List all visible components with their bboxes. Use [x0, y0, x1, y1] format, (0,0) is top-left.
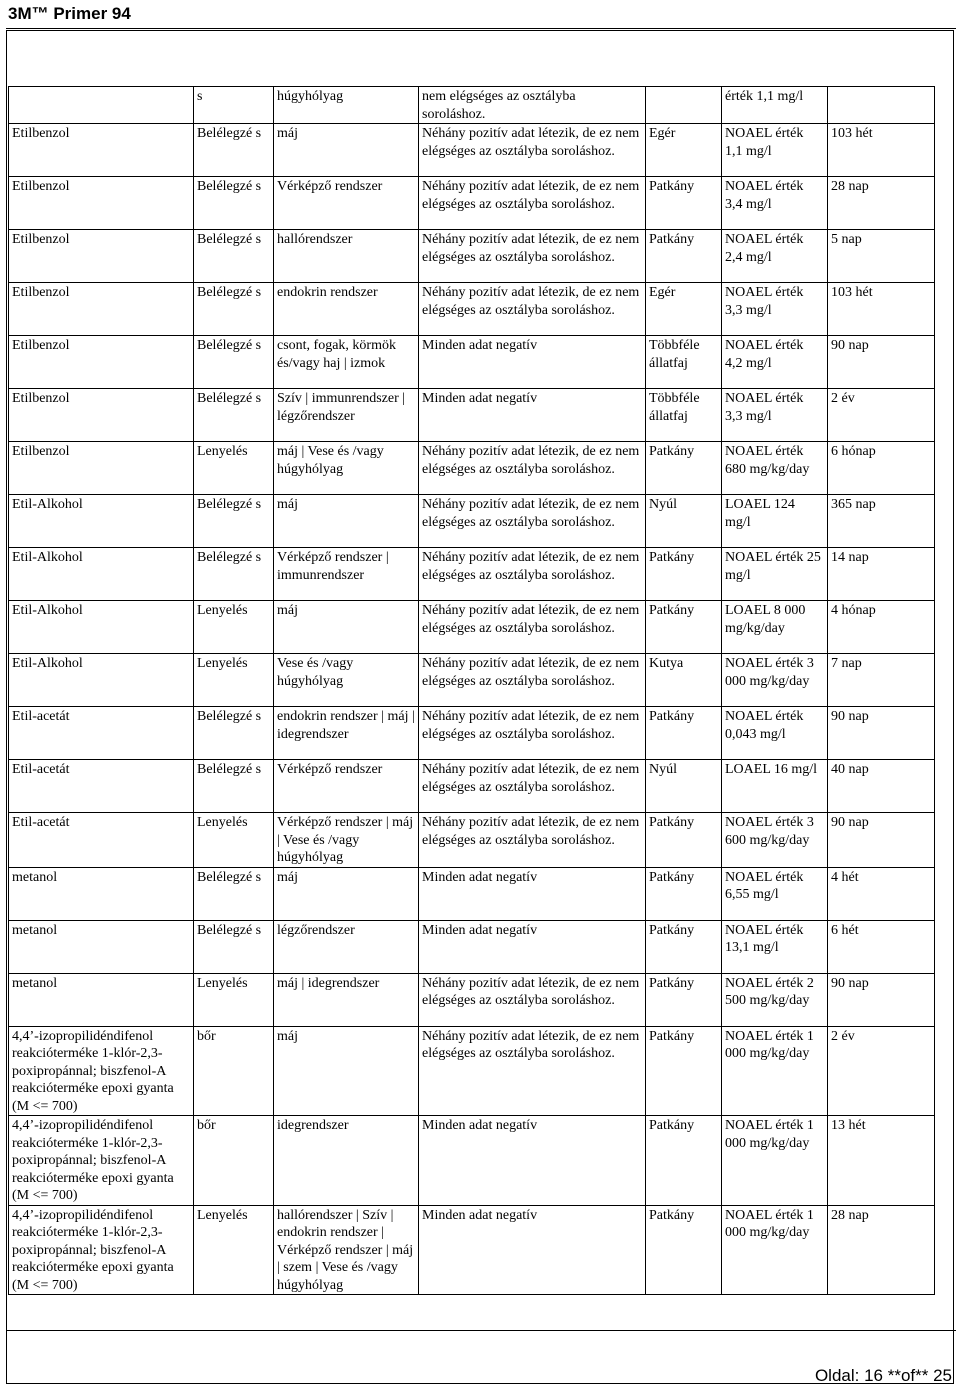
cell-route: bőr [194, 1026, 274, 1116]
cell-duration: 28 nap [828, 1205, 935, 1295]
cell-species: Patkány [646, 1116, 722, 1206]
cell-value: NOAEL érték 13,1 mg/l [722, 920, 828, 973]
cell-value: érték 1,1 mg/l [722, 87, 828, 124]
cell-result: Néhány pozitív adat létezik, de ez nem elégséges az osztályba soroláshoz. [419, 177, 646, 230]
cell-route: Belélegzé s [194, 283, 274, 336]
cell-duration [828, 87, 935, 124]
cell-duration: 14 nap [828, 548, 935, 601]
cell-substance: Etil-acetát [9, 813, 194, 868]
table-row [9, 336, 935, 389]
cell-substance: Etilbenzol [9, 230, 194, 283]
table-row [9, 230, 935, 283]
cell-species: Többféle állatfaj [646, 336, 722, 389]
cell-species: Nyúl [646, 495, 722, 548]
cell-duration: 2 év [828, 1026, 935, 1116]
cell-result: Néhány pozitív adat létezik, de ez nem elégséges az osztályba soroláshoz. [419, 813, 646, 868]
cell-species: Patkány [646, 548, 722, 601]
cell-value: NOAEL érték 1 000 mg/kg/day [722, 1026, 828, 1116]
cell-value: LOAEL 8 000 mg/kg/day [722, 601, 828, 654]
cell-species: Patkány [646, 442, 722, 495]
table-row [9, 654, 935, 707]
cell-substance: Etilbenzol [9, 389, 194, 442]
cell-species: Patkány [646, 230, 722, 283]
cell-organ: légzőrendszer [274, 920, 419, 973]
cell-duration: 90 nap [828, 973, 935, 1026]
cell-value: NOAEL érték 25 mg/l [722, 548, 828, 601]
cell-substance: Etil-Alkohol [9, 654, 194, 707]
cell-duration: 103 hét [828, 124, 935, 177]
cell-duration: 90 nap [828, 813, 935, 868]
cell-route: Belélegzé s [194, 867, 274, 920]
cell-substance: Etilbenzol [9, 283, 194, 336]
cell-result: Minden adat negatív [419, 389, 646, 442]
cell-value: NOAEL érték 4,2 mg/l [722, 336, 828, 389]
table-row [9, 1205, 935, 1295]
cell-route: Lenyelés [194, 1205, 274, 1295]
table-row [9, 87, 935, 124]
cell-organ: csont, fogak, körmök és/vagy haj | izmok [274, 336, 419, 389]
cell-result: Néhány pozitív adat létezik, de ez nem elégséges az osztályba soroláshoz. [419, 124, 646, 177]
cell-value: LOAEL 124 mg/l [722, 495, 828, 548]
cell-duration: 90 nap [828, 336, 935, 389]
cell-species: Patkány [646, 920, 722, 973]
table-row [9, 601, 935, 654]
cell-species: Egér [646, 124, 722, 177]
cell-route: Belélegzé s [194, 389, 274, 442]
cell-substance: metanol [9, 973, 194, 1026]
cell-value: NOAEL érték 3,4 mg/l [722, 177, 828, 230]
cell-substance: Etilbenzol [9, 442, 194, 495]
cell-result: Minden adat negatív [419, 1205, 646, 1295]
cell-substance: Etilbenzol [9, 336, 194, 389]
cell-result: Néhány pozitív adat létezik, de ez nem elégséges az osztályba soroláshoz. [419, 601, 646, 654]
cell-route: Belélegzé s [194, 336, 274, 389]
cell-result: Néhány pozitív adat létezik, de ez nem elégséges az osztályba soroláshoz. [419, 654, 646, 707]
toxicity-table [8, 86, 935, 1295]
cell-substance: Etil-Alkohol [9, 548, 194, 601]
table-row [9, 813, 935, 868]
cell-organ: hallórendszer | Szív | endokrin rendszer | Vérképző rendszer | máj | szem | Vese és /vagy húgyhólyag [274, 1205, 419, 1295]
cell-organ: Vérképző rendszer [274, 760, 419, 813]
table-row [9, 495, 935, 548]
table-row [9, 442, 935, 495]
table-row [9, 1116, 935, 1206]
table-row [9, 283, 935, 336]
cell-result: Néhány pozitív adat létezik, de ez nem elégséges az osztályba soroláshoz. [419, 548, 646, 601]
table-row [9, 548, 935, 601]
table-row [9, 867, 935, 920]
cell-result: Minden adat negatív [419, 1116, 646, 1206]
cell-route: Lenyelés [194, 654, 274, 707]
cell-organ: Szív | immunrendszer | légzőrendszer [274, 389, 419, 442]
cell-substance: Etil-Alkohol [9, 601, 194, 654]
cell-species: Nyúl [646, 760, 722, 813]
cell-duration: 4 hónap [828, 601, 935, 654]
cell-duration: 6 hét [828, 920, 935, 973]
cell-duration: 5 nap [828, 230, 935, 283]
table-row [9, 177, 935, 230]
cell-value: NOAEL érték 3 600 mg/kg/day [722, 813, 828, 868]
cell-route: Belélegzé s [194, 920, 274, 973]
cell-route: Lenyelés [194, 442, 274, 495]
cell-result: nem elégséges az osztályba soroláshoz. [419, 87, 646, 124]
table-row [9, 760, 935, 813]
cell-organ: máj | Vese és /vagy húgyhólyag [274, 442, 419, 495]
cell-duration: 4 hét [828, 867, 935, 920]
cell-species: Patkány [646, 1026, 722, 1116]
cell-species: Patkány [646, 707, 722, 760]
cell-value: NOAEL érték 2,4 mg/l [722, 230, 828, 283]
cell-duration: 2 év [828, 389, 935, 442]
cell-organ: máj | idegrendszer [274, 973, 419, 1026]
table-row [9, 1026, 935, 1116]
cell-route: bőr [194, 1116, 274, 1206]
cell-duration: 13 hét [828, 1116, 935, 1206]
cell-result: Néhány pozitív adat létezik, de ez nem elégséges az osztályba soroláshoz. [419, 495, 646, 548]
cell-result: Minden adat negatív [419, 920, 646, 973]
cell-route: Belélegzé s [194, 177, 274, 230]
cell-species: Többféle állatfaj [646, 389, 722, 442]
cell-duration: 90 nap [828, 707, 935, 760]
cell-organ: endokrin rendszer | máj | idegrendszer [274, 707, 419, 760]
cell-result: Néhány pozitív adat létezik, de ez nem elégséges az osztályba soroláshoz. [419, 442, 646, 495]
cell-value: NOAEL érték 1,1 mg/l [722, 124, 828, 177]
cell-value: NOAEL érték 3,3 mg/l [722, 283, 828, 336]
table-row [9, 707, 935, 760]
cell-value: NOAEL érték 680 mg/kg/day [722, 442, 828, 495]
cell-substance: 4,4’-izopropilidéndifenol reakcióterméke 1-klór-2,3-poxipropánnal; biszfenol-A reakcióterméke epoxi gyanta (M <= 700) [9, 1205, 194, 1295]
cell-organ: Vérképző rendszer [274, 177, 419, 230]
table-row [9, 920, 935, 973]
cell-route: Belélegzé s [194, 230, 274, 283]
cell-route: Belélegzé s [194, 707, 274, 760]
cell-species: Egér [646, 283, 722, 336]
table-row [9, 389, 935, 442]
cell-organ: máj [274, 867, 419, 920]
cell-substance: Etilbenzol [9, 177, 194, 230]
cell-value: NOAEL érték 0,043 mg/l [722, 707, 828, 760]
cell-species: Patkány [646, 813, 722, 868]
cell-value: NOAEL érték 1 000 mg/kg/day [722, 1205, 828, 1295]
cell-result: Minden adat negatív [419, 336, 646, 389]
cell-result: Minden adat negatív [419, 867, 646, 920]
cell-result: Néhány pozitív adat létezik, de ez nem elégséges az osztályba soroláshoz. [419, 230, 646, 283]
footer-divider [6, 1330, 956, 1331]
cell-route: Belélegzé s [194, 548, 274, 601]
cell-substance: Etilbenzol [9, 124, 194, 177]
cell-organ: hallórendszer [274, 230, 419, 283]
cell-species: Kutya [646, 654, 722, 707]
cell-species: Patkány [646, 177, 722, 230]
cell-result: Néhány pozitív adat létezik, de ez nem elégséges az osztályba soroláshoz. [419, 1026, 646, 1116]
cell-substance: 4,4’-izopropilidéndifenol reakcióterméke 1-klór-2,3-poxipropánnal; biszfenol-A reakcióterméke epoxi gyanta (M <= 700) [9, 1026, 194, 1116]
cell-route: Lenyelés [194, 601, 274, 654]
cell-substance: metanol [9, 867, 194, 920]
cell-duration: 28 nap [828, 177, 935, 230]
cell-substance [9, 87, 194, 124]
cell-result: Néhány pozitív adat létezik, de ez nem elégséges az osztályba soroláshoz. [419, 973, 646, 1026]
cell-organ: Vérképző rendszer | immunrendszer [274, 548, 419, 601]
cell-organ: húgyhólyag [274, 87, 419, 124]
cell-value: NOAEL érték 3 000 mg/kg/day [722, 654, 828, 707]
cell-organ: endokrin rendszer [274, 283, 419, 336]
cell-route: Lenyelés [194, 813, 274, 868]
cell-substance: Etil-Alkohol [9, 495, 194, 548]
cell-species: Patkány [646, 867, 722, 920]
header-divider [6, 28, 956, 29]
cell-route: s [194, 87, 274, 124]
cell-value: NOAEL érték 6,55 mg/l [722, 867, 828, 920]
table-row [9, 973, 935, 1026]
cell-substance: Etil-acetát [9, 760, 194, 813]
cell-value: LOAEL 16 mg/l [722, 760, 828, 813]
cell-species: Patkány [646, 973, 722, 1026]
cell-organ: máj [274, 601, 419, 654]
page-number: Oldal: 16 **of** 25 [814, 1366, 952, 1385]
cell-substance: metanol [9, 920, 194, 973]
toxicity-table-body [9, 87, 935, 1295]
cell-value: NOAEL érték 3,3 mg/l [722, 389, 828, 442]
cell-duration: 103 hét [828, 283, 935, 336]
cell-result: Néhány pozitív adat létezik, de ez nem elégséges az osztályba soroláshoz. [419, 760, 646, 813]
cell-substance: Etil-acetát [9, 707, 194, 760]
cell-species: Patkány [646, 601, 722, 654]
cell-organ: Vese és /vagy húgyhólyag [274, 654, 419, 707]
table-row [9, 124, 935, 177]
cell-value: NOAEL érték 1 000 mg/kg/day [722, 1116, 828, 1206]
cell-species: Patkány [646, 1205, 722, 1295]
cell-route: Belélegzé s [194, 760, 274, 813]
cell-organ: máj [274, 1026, 419, 1116]
cell-route: Lenyelés [194, 973, 274, 1026]
cell-duration: 7 nap [828, 654, 935, 707]
cell-substance: 4,4’-izopropilidéndifenol reakcióterméke 1-klór-2,3-poxipropánnal; biszfenol-A reakcióterméke epoxi gyanta (M <= 700) [9, 1116, 194, 1206]
cell-route: Belélegzé s [194, 124, 274, 177]
cell-species [646, 87, 722, 124]
document-title: 3M™ Primer 94 [8, 4, 131, 23]
document-header [0, 0, 960, 30]
cell-value: NOAEL érték 2 500 mg/kg/day [722, 973, 828, 1026]
cell-duration: 40 nap [828, 760, 935, 813]
cell-organ: Vérképző rendszer | máj | Vese és /vagy húgyhólyag [274, 813, 419, 868]
cell-result: Néhány pozitív adat létezik, de ez nem elégséges az osztályba soroláshoz. [419, 283, 646, 336]
cell-duration: 6 hónap [828, 442, 935, 495]
cell-duration: 365 nap [828, 495, 935, 548]
cell-organ: máj [274, 124, 419, 177]
cell-organ: máj [274, 495, 419, 548]
cell-organ: idegrendszer [274, 1116, 419, 1206]
cell-result: Néhány pozitív adat létezik, de ez nem elégséges az osztályba soroláshoz. [419, 707, 646, 760]
cell-route: Belélegzé s [194, 495, 274, 548]
